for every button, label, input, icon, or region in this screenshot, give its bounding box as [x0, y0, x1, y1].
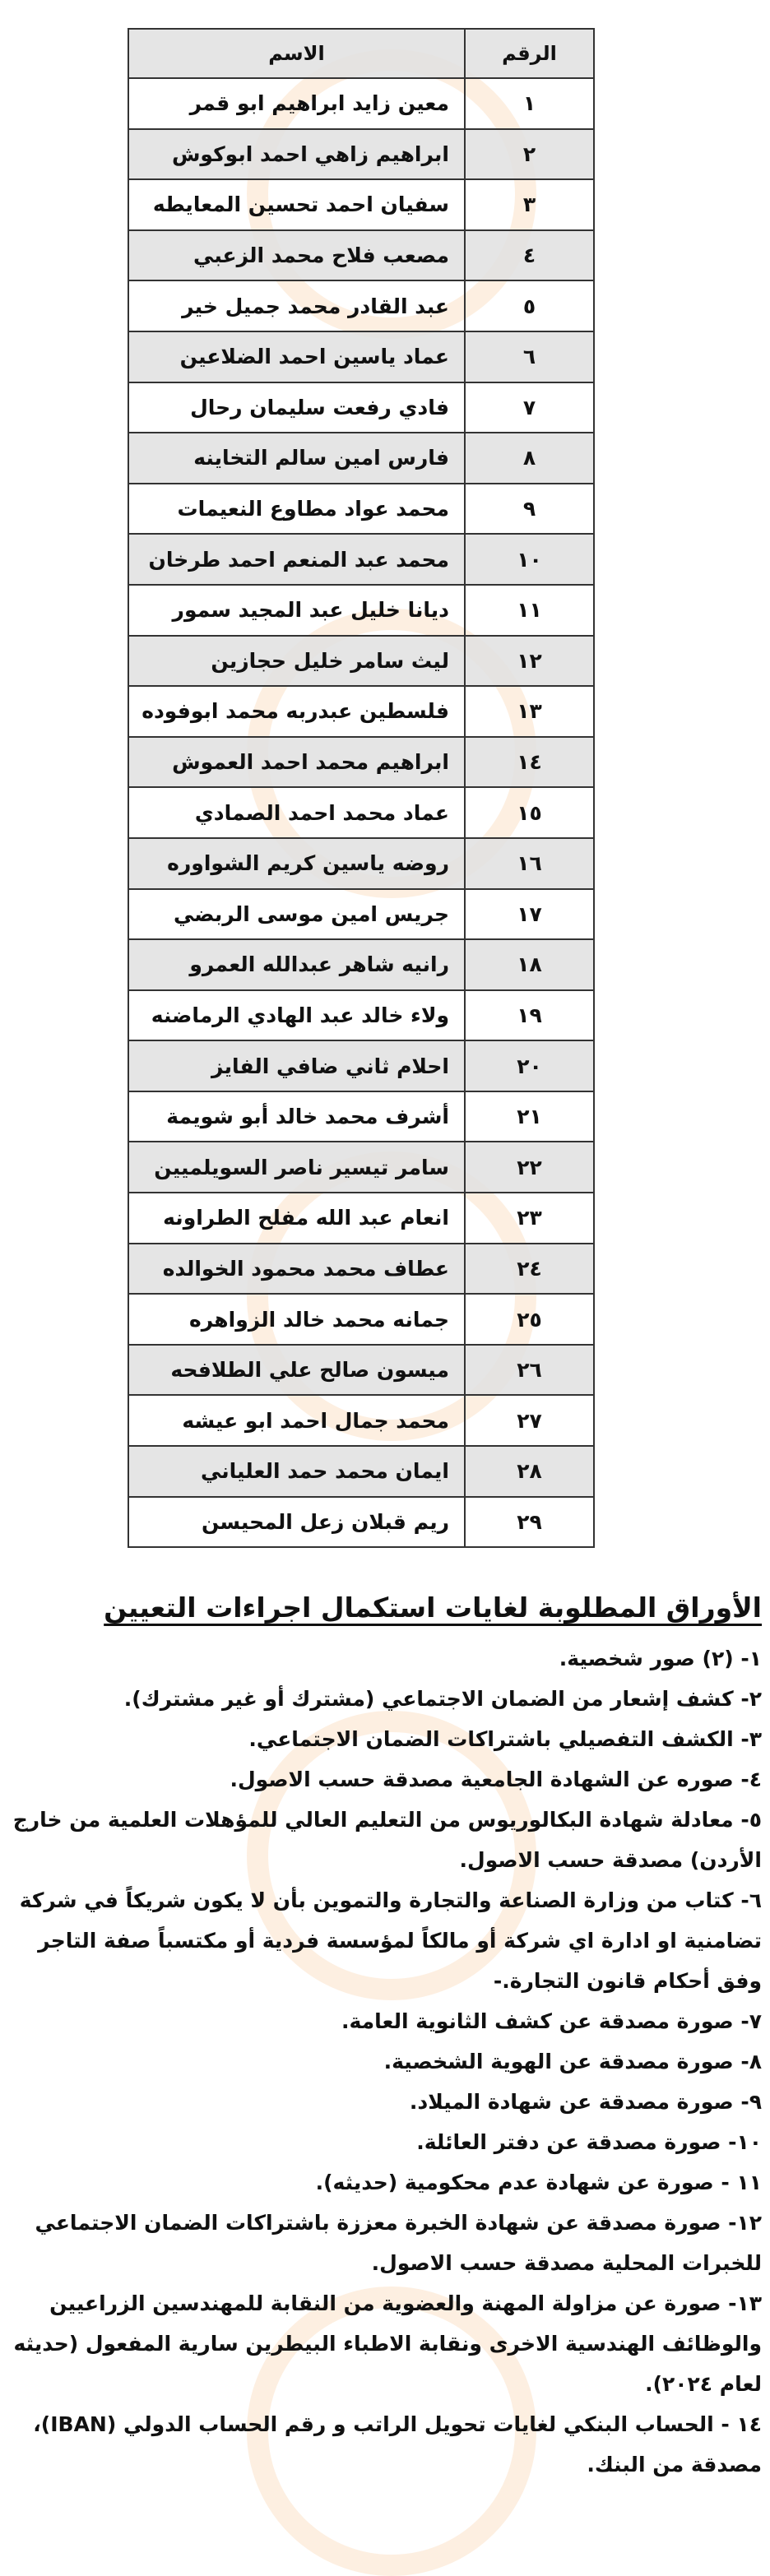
requirement-item: ١٠- صورة مصدقة عن دفتر العائلة. [416, 2130, 762, 2154]
column-header-name: الاسم [128, 29, 465, 78]
table-row [128, 939, 594, 990]
row-number: ٢٨ [465, 1446, 594, 1497]
row-number: ٣ [465, 179, 594, 230]
table-row [128, 787, 594, 838]
row-number: ١٢ [465, 636, 594, 687]
row-number: ١٥ [465, 787, 594, 838]
table-row [128, 1497, 594, 1548]
table-row [128, 230, 594, 281]
row-number: ٦ [465, 331, 594, 382]
row-number: ٤ [465, 230, 594, 281]
required-documents-section [7, 1591, 762, 2485]
table-row [128, 280, 594, 331]
table-row [128, 1040, 594, 1091]
table-row [128, 1244, 594, 1295]
requirement-item: ٧- صورة مصدقة عن كشف الثانوية العامة. [341, 2009, 762, 2033]
requirement-item: ٨- صورة مصدقة عن الهوية الشخصية. [383, 2050, 762, 2073]
table-row [128, 889, 594, 940]
table-row [128, 737, 594, 788]
requirement-item: ١١ - صورة عن شهادة عدم محكومية (حديثه). [315, 2171, 762, 2194]
table-row [128, 534, 594, 585]
row-name: سامر تيسير ناصر السويلميين [128, 1142, 465, 1193]
row-name: انعام عبد الله مفلح الطراونه [128, 1193, 465, 1244]
requirements-list [7, 1638, 762, 2485]
table-row [128, 838, 594, 889]
row-name: محمد عواد مطاوع النعيمات [128, 484, 465, 535]
table-row [128, 686, 594, 737]
row-name: عماد ياسين احمد الضلاعين [128, 331, 465, 382]
table-header-row [128, 29, 594, 78]
row-name: محمد عبد المنعم احمد طرخان [128, 534, 465, 585]
requirement-item: ١٢- صورة مصدقة عن شهادة الخبرة معززة باشتراكات الضمان الاجتماعي للخبرات المحلية مصدقة حسب الاصول. [35, 2211, 762, 2275]
row-number: ٢١ [465, 1091, 594, 1142]
row-number: ٢٩ [465, 1497, 594, 1548]
requirement-item: ١- (٢) صور شخصية. [559, 1647, 762, 1670]
candidates-table [128, 28, 595, 1548]
row-number: ١٤ [465, 737, 594, 788]
row-number: ١ [465, 78, 594, 129]
row-number: ٢٢ [465, 1142, 594, 1193]
row-name: ريم قبلان زعل المحيسن [128, 1497, 465, 1548]
row-name: ابراهيم زاهي احمد ابوكوش [128, 129, 465, 180]
row-name: روضه ياسين كريم الشواوره [128, 838, 465, 889]
requirement-item: ١٤ - الحساب البنكي لغايات تحويل الراتب و رقم الحساب الدولي (IBAN)، مصدقة من البنك. [33, 2412, 762, 2476]
row-name: أشرف محمد خالد أبو شويمة [128, 1091, 465, 1142]
section-title: الأوراق المطلوبة لغايات استكمال اجراءات التعيين [104, 1591, 762, 1624]
row-number: ١٦ [465, 838, 594, 889]
requirement-item: ٢- كشف إشعار من الضمان الاجتماعي (مشترك أو غير مشترك). [123, 1687, 762, 1711]
table-row [128, 1142, 594, 1193]
row-name: احلام ثاني ضافي الفايز [128, 1040, 465, 1091]
row-name: ديانا خليل عبد المجيد سمور [128, 585, 465, 636]
requirement-item: ٥- معادلة شهادة البكالوريوس من التعليم العالي للمؤهلات العلمية من خارج الأردن) مصدقة حسب الاصول. [12, 1808, 762, 1872]
row-name: مصعب فلاح محمد الزعبي [128, 230, 465, 281]
row-number: ١٩ [465, 990, 594, 1041]
table-row [128, 1345, 594, 1396]
table-row [128, 1294, 594, 1345]
row-name: سفيان احمد تحسين المعايطه [128, 179, 465, 230]
table-row [128, 433, 594, 484]
row-number: ١٨ [465, 939, 594, 990]
row-number: ١٣ [465, 686, 594, 737]
column-header-number: الرقم [465, 29, 594, 78]
row-name: محمد جمال احمد ابو عيشه [128, 1395, 465, 1446]
row-number: ٥ [465, 280, 594, 331]
row-name: ميسون صالح علي الطلافحه [128, 1345, 465, 1396]
table-row [128, 484, 594, 535]
row-name: معين زايد ابراهيم ابو قمر [128, 78, 465, 129]
row-number: ١١ [465, 585, 594, 636]
row-name: فارس امين سالم التخاينه [128, 433, 465, 484]
row-name: عطاف محمد محمود الخوالده [128, 1244, 465, 1295]
row-number: ٢٣ [465, 1193, 594, 1244]
row-name: فلسطين عبدربه محمد ابوفوده [128, 686, 465, 737]
row-number: ٢ [465, 129, 594, 180]
table-row [128, 331, 594, 382]
row-number: ٩ [465, 484, 594, 535]
row-name: عبد القادر محمد جميل خير [128, 280, 465, 331]
row-number: ٢٠ [465, 1040, 594, 1091]
row-number: ٢٧ [465, 1395, 594, 1446]
row-number: ٢٥ [465, 1294, 594, 1345]
row-name: فادي رفعت سليمان رحال [128, 382, 465, 433]
row-number: ٧ [465, 382, 594, 433]
row-name: ايمان محمد حمد العلياني [128, 1446, 465, 1497]
row-number: ٢٦ [465, 1345, 594, 1396]
row-name: عماد محمد احمد الصمادي [128, 787, 465, 838]
table-row [128, 1395, 594, 1446]
row-number: ١٠ [465, 534, 594, 585]
table-row [128, 636, 594, 687]
requirement-item: ٣- الكشف التفصيلي باشتراكات الضمان الاجتماعي. [248, 1727, 762, 1751]
row-name: ولاء خالد عبد الهادي الرماضنه [128, 990, 465, 1041]
row-name: رانيه شاهر عبدالله العمرو [128, 939, 465, 990]
table-row [128, 1193, 594, 1244]
requirement-item: ٩- صورة مصدقة عن شهادة الميلاد. [409, 2090, 762, 2114]
row-number: ٢٤ [465, 1244, 594, 1295]
row-number: ١٧ [465, 889, 594, 940]
row-name: ابراهيم محمد احمد العموش [128, 737, 465, 788]
table-row [128, 585, 594, 636]
table-row [128, 382, 594, 433]
table-row [128, 179, 594, 230]
table-row [128, 1091, 594, 1142]
requirement-item: ٦- كتاب من وزارة الصناعة والتجارة والتموين بأن لا يكون شريكاً في شركة تضامنية او ادارة اي شركة أو مالكاً لمؤسسة فردية أو مكتسباً صفة التاجر وفق أحكام قانون التجارة.- [19, 1888, 762, 1993]
requirement-item: ١٣- صورة عن مزاولة المهنة والعضوية من النقابة للمهندسين الزراعيين والوظائف الهندسية الاخرى ونقابة الاطباء البيطرين سارية المفعول (حديثه لعام ٢٠٢٤). [13, 2291, 762, 2396]
table-row [128, 129, 594, 180]
table-row [128, 990, 594, 1041]
row-name: ليث سامر خليل حجازين [128, 636, 465, 687]
row-name: جريس امين موسى الربضي [128, 889, 465, 940]
row-name: جمانه محمد خالد الزواهره [128, 1294, 465, 1345]
requirement-item: ٤- صوره عن الشهادة الجامعية مصدقة حسب الاصول. [230, 1768, 762, 1791]
table-row [128, 78, 594, 129]
table-row [128, 1446, 594, 1497]
row-number: ٨ [465, 433, 594, 484]
